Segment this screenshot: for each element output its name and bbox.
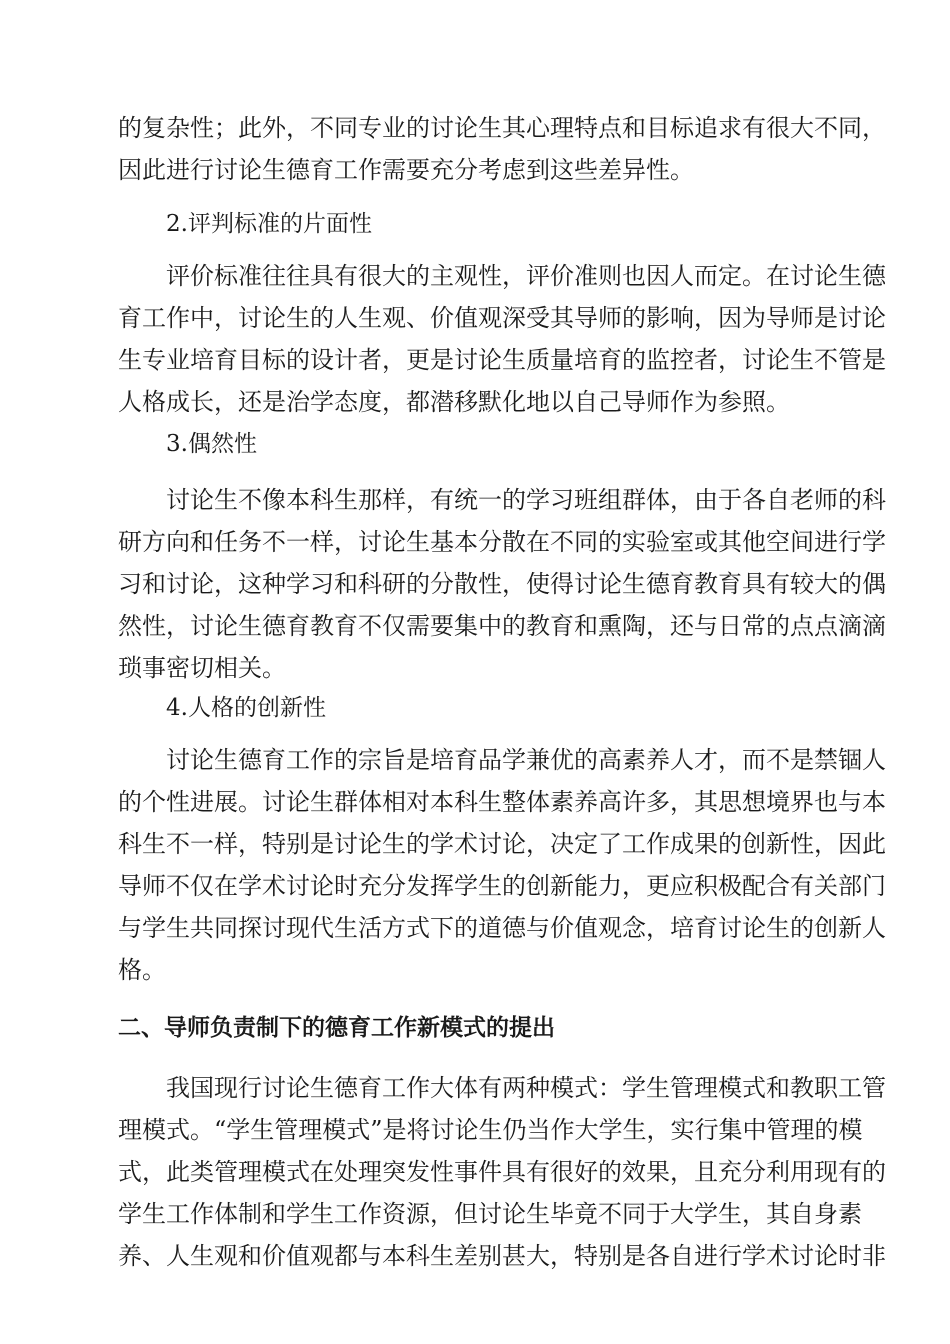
paragraph-line: 人格成长，还是治学态度，都潜移默化地以自己导师作为参照。 — [118, 388, 790, 416]
paragraph-line: 养、人生观和价值观都与本科生差别甚大，特别是各自进行学术讨论时非 — [118, 1242, 886, 1270]
paragraph-line: 讨论生不像本科生那样，有统一的学习班组群体，由于各自老师的科 — [166, 486, 886, 514]
paragraph-line: 与学生共同探讨现代生活方式下的道德与价值观念，培育讨论生的创新人 — [118, 914, 886, 942]
paragraph-line: 琐事密切相关。 — [118, 654, 286, 682]
paragraph-line: 讨论生德育工作的宗旨是培育品学兼优的高素养人才，而不是禁锢人 — [166, 746, 886, 774]
paragraph-line: 科生不一样，特别是讨论生的学术讨论，决定了工作成果的创新性，因此 — [118, 830, 886, 858]
paragraph-line: 评价标准往往具有很大的主观性，评价准则也因人而定。在讨论生德 — [166, 262, 886, 290]
paragraph-line: 因此进行讨论生德育工作需要充分考虑到这些差异性。 — [118, 156, 694, 184]
paragraph-line: 导师不仅在学术讨论时充分发挥学生的创新能力，更应积极配合有关部门 — [118, 872, 886, 900]
paragraph-line: 的个性进展。讨论生群体相对本科生整体素养高许多，其思想境界也与本 — [118, 788, 886, 816]
paragraph-line: 我国现行讨论生德育工作大体有两种模式：学生管理模式和教职工管 — [166, 1074, 886, 1102]
subheading-2: 2.评判标准的片面性 — [166, 211, 372, 237]
paragraph-line: 格。 — [118, 956, 166, 984]
paragraph-line: 研方向和任务不一样，讨论生基本分散在不同的实验室或其他空间进行学 — [118, 528, 886, 556]
paragraph-line: 的复杂性；此外，不同专业的讨论生其心理特点和目标追求有很大不同， — [118, 114, 886, 142]
paragraph-line: 育工作中，讨论生的人生观、价值观深受其导师的影响，因为导师是讨论 — [118, 304, 886, 332]
section-title: 二、导师负责制下的德育工作新模式的提出 — [118, 1015, 555, 1041]
paragraph-line: 学生工作体制和学生工作资源，但讨论生毕竟不同于大学生，其自身素 — [118, 1200, 862, 1228]
paragraph-line: 然性，讨论生德育教育不仅需要集中的教育和熏陶，还与日常的点点滴滴 — [118, 612, 886, 640]
subheading-4: 4.人格的创新性 — [166, 695, 326, 721]
paragraph-line: 理模式。“学生管理模式”是将讨论生仍当作大学生，实行集中管理的模 — [118, 1116, 863, 1144]
paragraph-line: 生专业培育目标的设计者，更是讨论生质量培育的监控者，讨论生不管是 — [118, 346, 886, 374]
paragraph-line: 式，此类管理模式在处理突发性事件具有很好的效果，且充分利用现有的 — [118, 1158, 886, 1186]
paragraph-line: 习和讨论，这种学习和科研的分散性，使得讨论生德育教育具有较大的偶 — [118, 570, 886, 598]
subheading-3: 3.偶然性 — [166, 431, 257, 457]
